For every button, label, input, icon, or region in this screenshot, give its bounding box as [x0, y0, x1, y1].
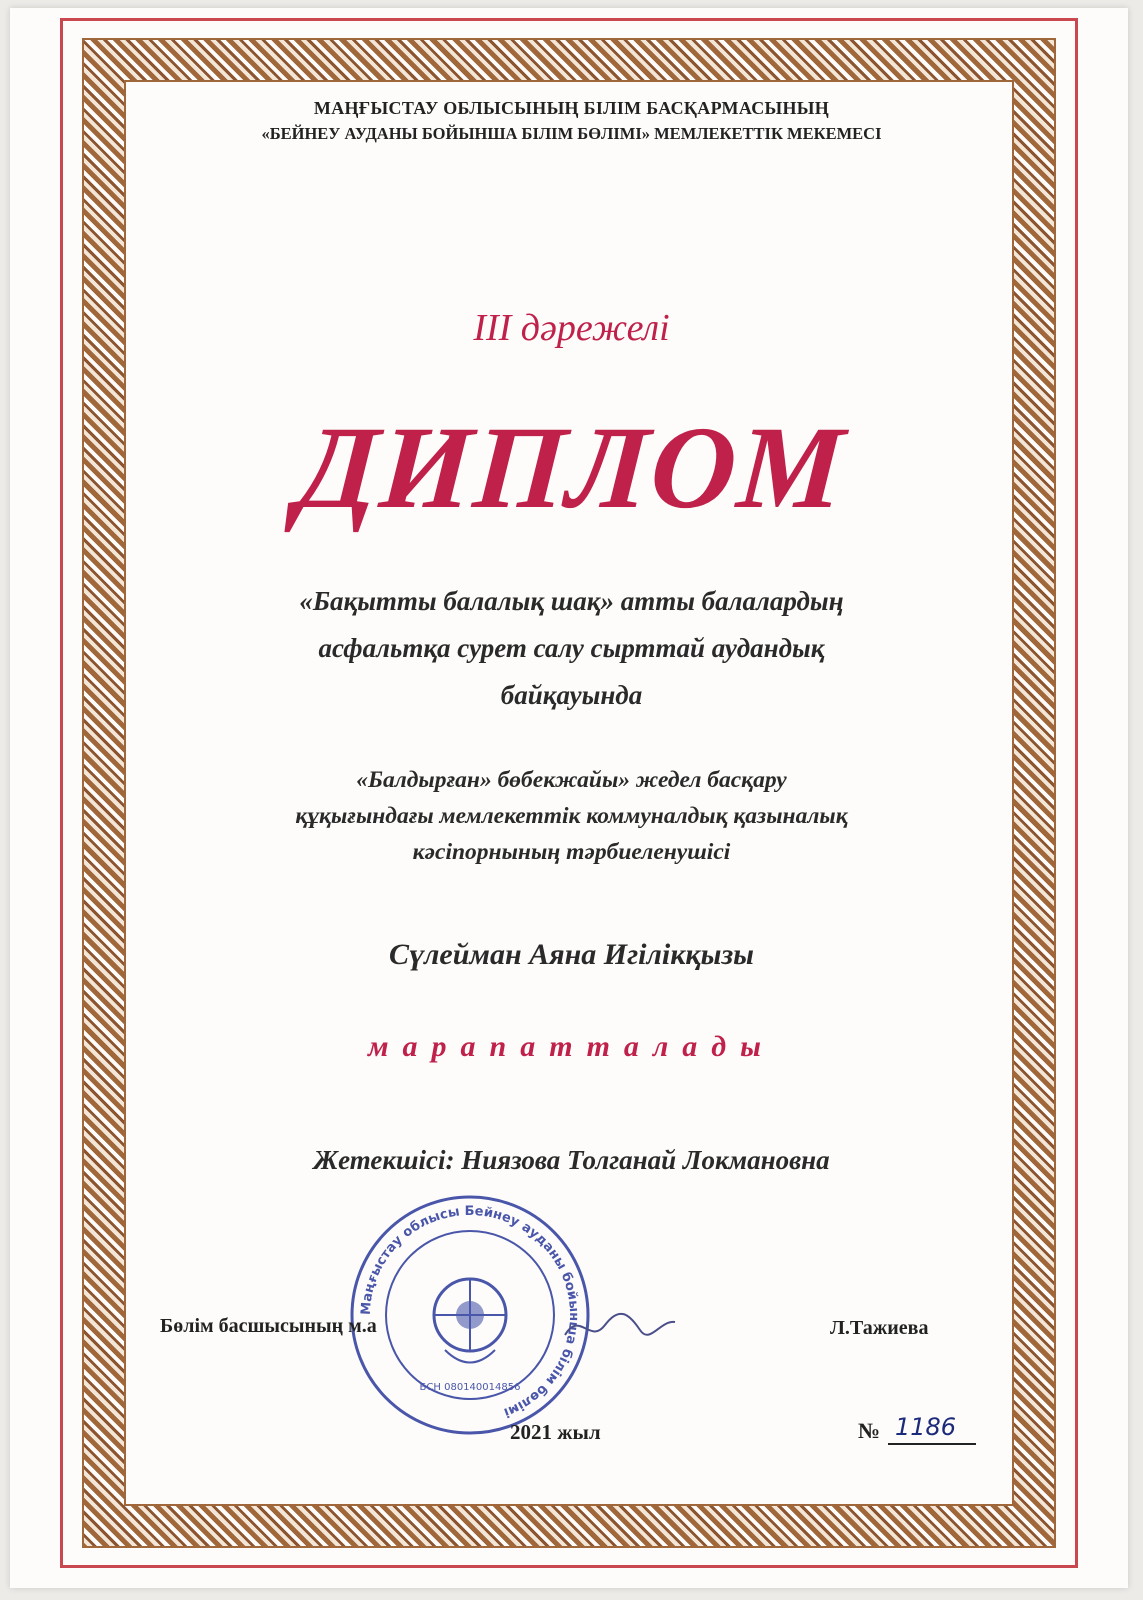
year-label: 2021 жыл — [510, 1420, 601, 1444]
signature — [560, 1300, 680, 1350]
official-stamp — [345, 1190, 595, 1440]
school-line: құқығындағы мемлекеттік коммуналдық қазыналық — [295, 803, 848, 829]
diploma-degree: III дәрежелі — [473, 307, 670, 349]
head-name: Л.Тажиева — [830, 1317, 929, 1339]
school-line: «Балдырған» бөбекжайы» жедел басқару — [356, 767, 787, 793]
stamp-inner-text: БСН 080140014856 — [419, 1382, 521, 1393]
number-prefix: № — [858, 1418, 881, 1443]
contest-line: асфальтқа сурет салу сырттай аудандық — [318, 633, 825, 663]
head-label: Бөлім басшысының м.а — [160, 1315, 377, 1337]
number-underline — [888, 1443, 976, 1445]
contest-line: байқауында — [500, 680, 643, 710]
school-description — [0, 762, 1143, 870]
stamp-outer-text: Маңғыстау облысы Бейнеу ауданы бойынша білім бөлімі — [358, 1203, 582, 1420]
number-value: 1186 — [895, 1413, 957, 1441]
contest-description — [0, 578, 1143, 719]
supervisor-line: Жетекшісі: Ниязова Толганай Локмановна — [313, 1145, 830, 1175]
awarded-text: марапатталады — [368, 1030, 775, 1063]
school-line: кәсіпорнының тәрбиеленушісі — [412, 839, 731, 865]
recipient-name: Сүлейман Аяна Игілікқызы — [389, 938, 754, 971]
organization-line-1: МАҢҒЫСТАУ ОБЛЫСЫНЫҢ БІЛІМ БАСҚАРМАСЫНЫҢ — [313, 98, 830, 118]
organization-line-2: «БЕЙНЕУ АУДАНЫ БОЙЫНША БІЛІМ БӨЛІМІ» МЕМЛЕКЕТТІК МЕКЕМЕСІ — [261, 124, 882, 143]
contest-line: «Бақытты балалық шақ» атты балалардың — [299, 586, 844, 616]
diploma-title: ДИПЛОМ — [293, 402, 850, 533]
